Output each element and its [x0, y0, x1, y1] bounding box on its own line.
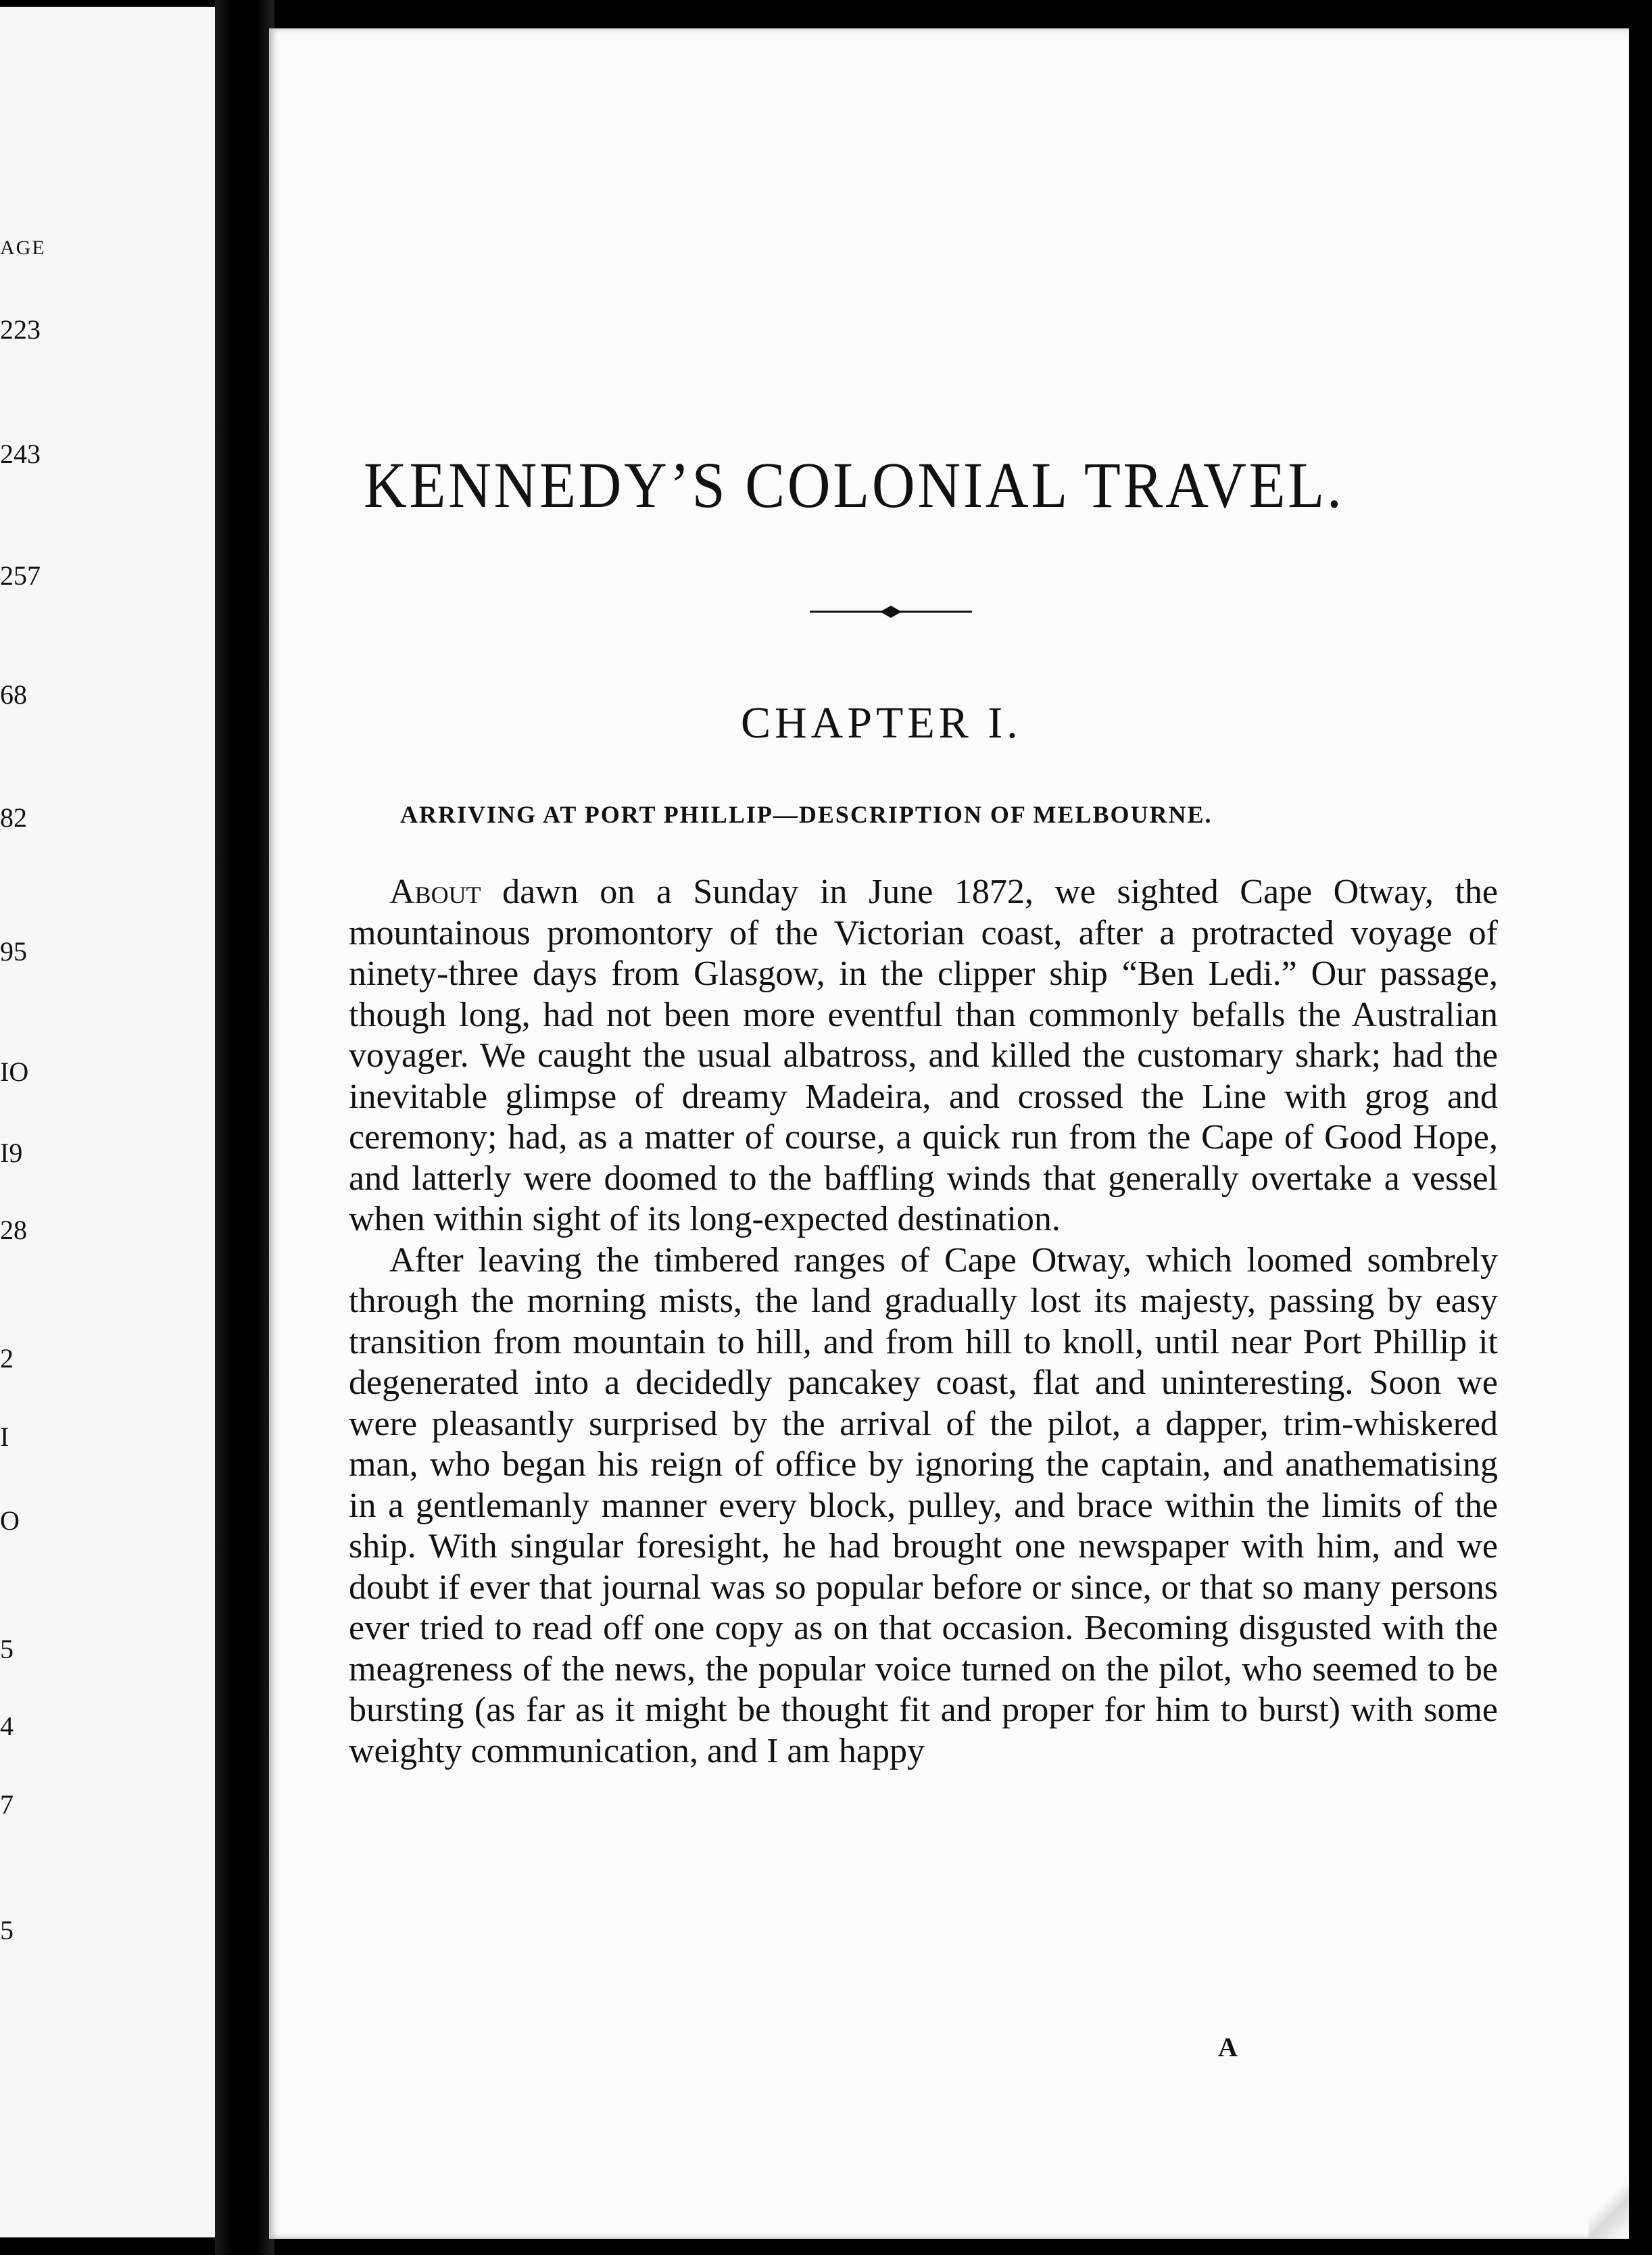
- paragraph: [349, 872, 1498, 1240]
- left-margin-item: O: [0, 1505, 20, 1536]
- left-margin-item: 243: [0, 439, 41, 469]
- signature-mark: A: [1218, 2032, 1238, 2062]
- chapter-heading: CHAPTER I.: [741, 698, 1022, 748]
- chapter-subtitle: ARRIVING AT PORT PHILLIP—DESCRIPTION OF MELBOURNE.: [400, 801, 1213, 828]
- running-title: KENNEDY’S COLONIAL TRAVEL.: [364, 449, 1344, 521]
- left-margin-item: AGE: [0, 237, 46, 259]
- left-margin-item: 7: [0, 1789, 14, 1820]
- paragraph: [349, 1240, 1498, 1772]
- book-page: [269, 28, 1629, 2239]
- left-margin-item: 5: [0, 1915, 14, 1945]
- paragraph-text: After leaving the timbered ranges of Cape Otway, which loomed sombrely through the morning mists, the land gradually lost its majesty, passing by easy transition from mountain to hill, and from hill to knoll, until near Port Phillip it degenerated into a decidedly pancakey coast, flat and uninteresting. Soon we were pleasantly surprised by the arrival of the pilot, a dapper, trim-whiskered man, who began his reign of office by ignoring the captain, and anathematising in a gentlemanly manner every block, pulley, and brace within the limits of the ship. With singular foresight, he had brought one newspaper with him, and we doubt if ever that journal was so popular before or since, or that so many persons ever tried to read off one copy as on that occasion. Becoming disgusted with the meagreness of the news, the popular voice turned on the pilot, who seemed to be bursting (as far as it might be thought fit and proper for him to burst) with some weighty communication, and I am happy: [349, 1240, 1498, 1770]
- page-corner-curl: [1588, 2178, 1629, 2239]
- left-margin-item: 68: [0, 679, 27, 710]
- left-margin-item: I9: [0, 1138, 23, 1168]
- left-margin-item: 4: [0, 1711, 14, 1741]
- paragraph-text: dawn on a Sunday in June 1872, we sighted Cape Otway, the mountainous promontory of the Victorian coast, after a protracted voyage of ninety-three days from Glasgow, in the clipper ship “Ben Ledi.” Our passage, though long, had not been more eventful than commonly befalls the Australian voyager. We caught the usual albatross, and killed the customary shark; had the inevitable glimpse of dreamy Madeira, and crossed the Line with grog and ceremony; had, as a matter of course, a quick run from the Cape of Good Hope, and latterly were doomed to the baffling winds that generally overtake a vessel when within sight of its long-expected destination.: [349, 873, 1498, 1238]
- left-margin-item: 2: [0, 1343, 14, 1374]
- left-margin-item: 257: [0, 560, 41, 591]
- book-gutter: [215, 0, 274, 2255]
- left-margin-item: 95: [0, 936, 27, 967]
- left-margin-item: 82: [0, 802, 27, 833]
- left-margin-item: I: [0, 1422, 9, 1452]
- chapter-body: [349, 872, 1498, 1772]
- paragraph-lead: About: [389, 873, 481, 911]
- left-margin-item: 28: [0, 1215, 27, 1245]
- left-margin-item: IO: [0, 1057, 29, 1087]
- left-margin-item: 5: [0, 1634, 14, 1664]
- ornament-rule: [810, 602, 972, 622]
- left-margin-item: 223: [0, 314, 41, 345]
- left-facing-page: [0, 7, 215, 2237]
